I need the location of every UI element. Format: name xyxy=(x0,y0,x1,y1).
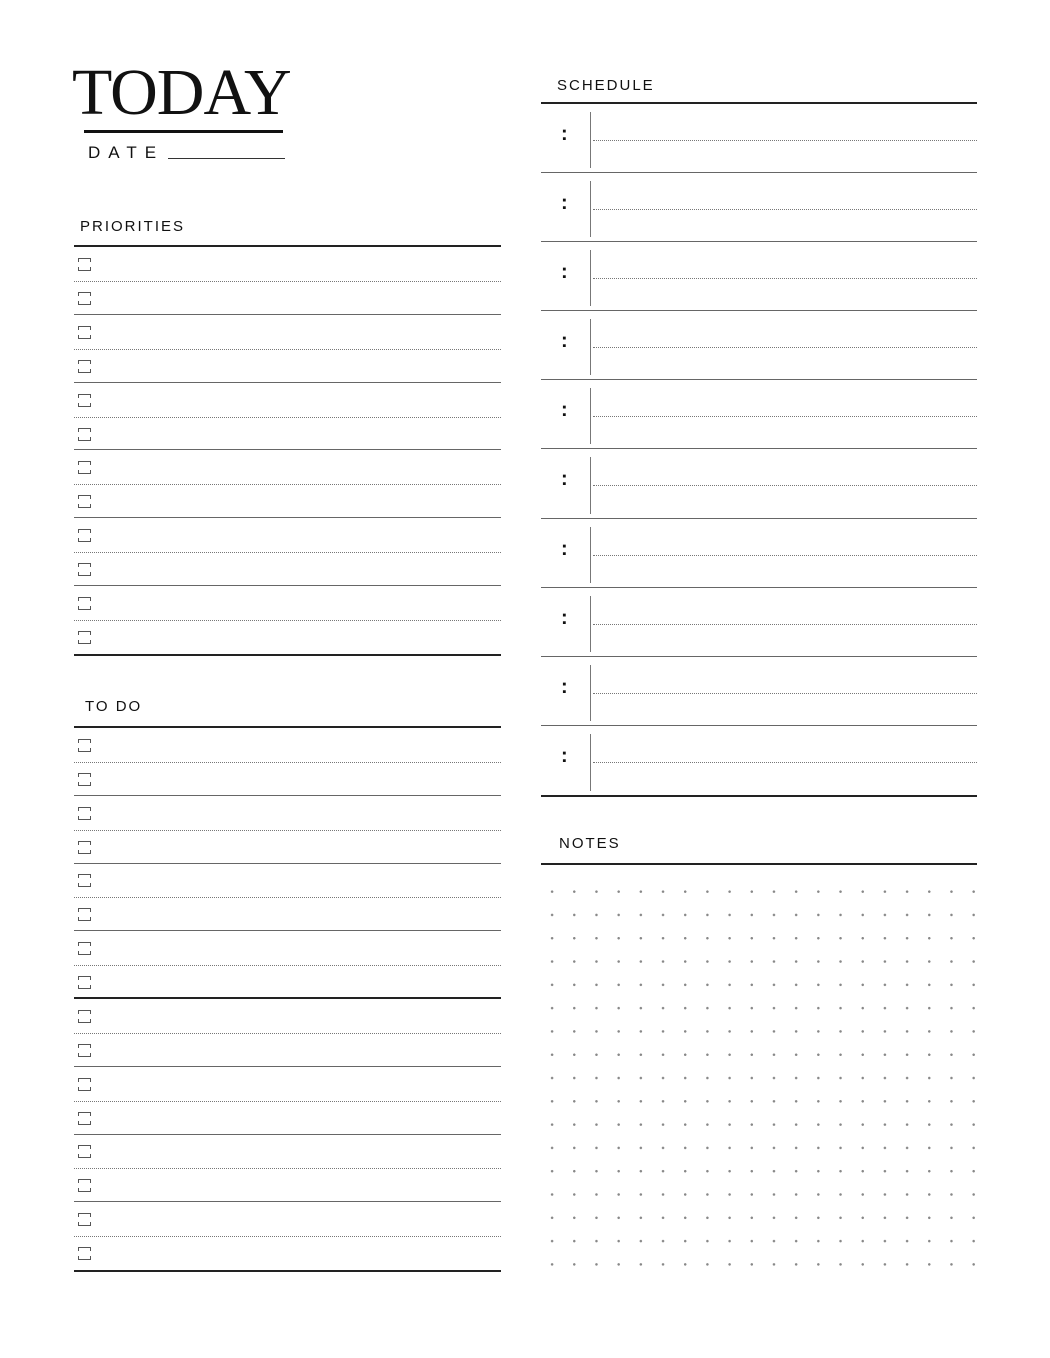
list-item-group xyxy=(74,247,501,315)
checkbox-icon[interactable] xyxy=(78,563,91,576)
list-item-group xyxy=(74,1135,501,1203)
time-separator[interactable]: : xyxy=(561,675,568,698)
schedule-row xyxy=(541,104,977,173)
time-divider xyxy=(590,665,591,721)
checkbox-icon[interactable] xyxy=(78,631,91,644)
schedule-list xyxy=(541,102,977,797)
list-item-group xyxy=(74,383,501,451)
priorities-list xyxy=(74,245,501,656)
time-divider xyxy=(590,596,591,652)
checkbox-icon[interactable] xyxy=(78,360,91,373)
schedule-writing-line[interactable] xyxy=(593,140,977,141)
time-separator[interactable]: : xyxy=(561,123,568,145)
list-item-group xyxy=(74,450,501,518)
time-divider xyxy=(590,250,591,306)
list-item-group xyxy=(74,1067,501,1135)
time-separator[interactable]: : xyxy=(561,744,568,767)
schedule-writing-line[interactable] xyxy=(593,762,977,763)
time-separator[interactable]: : xyxy=(561,606,568,629)
checkbox-icon[interactable] xyxy=(78,841,91,854)
time-divider xyxy=(590,388,591,444)
schedule-writing-line[interactable] xyxy=(593,347,977,348)
writing-line[interactable] xyxy=(74,1101,501,1102)
time-divider xyxy=(590,527,591,583)
writing-line[interactable] xyxy=(74,417,501,418)
time-divider xyxy=(590,181,591,237)
time-separator[interactable]: : xyxy=(561,468,568,491)
schedule-row xyxy=(541,173,977,242)
checkbox-icon[interactable] xyxy=(78,942,91,955)
notes-heading: NOTES xyxy=(559,835,621,852)
schedule-row xyxy=(541,588,977,657)
time-separator[interactable]: : xyxy=(561,261,568,284)
time-divider xyxy=(590,319,591,375)
writing-line[interactable] xyxy=(74,484,501,485)
checkbox-icon[interactable] xyxy=(78,908,91,921)
time-separator[interactable]: : xyxy=(561,192,568,215)
writing-line[interactable] xyxy=(74,1033,501,1034)
todo-heading: TO DO xyxy=(85,698,143,715)
schedule-writing-line[interactable] xyxy=(593,278,977,279)
checkbox-icon[interactable] xyxy=(78,597,91,610)
schedule-writing-line[interactable] xyxy=(593,693,977,694)
date-field[interactable] xyxy=(168,158,285,159)
notes-dot-grid[interactable] xyxy=(541,880,981,1274)
schedule-heading: SCHEDULE xyxy=(557,77,655,94)
schedule-writing-line[interactable] xyxy=(593,416,977,417)
checkbox-icon[interactable] xyxy=(78,1078,91,1091)
priorities-heading: PRIORITIES xyxy=(80,218,186,235)
checkbox-icon[interactable] xyxy=(78,874,91,887)
checkbox-icon[interactable] xyxy=(78,495,91,508)
schedule-row xyxy=(541,657,977,726)
checkbox-icon[interactable] xyxy=(78,1010,91,1023)
schedule-row xyxy=(541,380,977,449)
schedule-writing-line[interactable] xyxy=(593,209,977,210)
list-item-group xyxy=(74,1202,501,1270)
time-separator[interactable]: : xyxy=(561,399,568,422)
time-divider xyxy=(590,112,591,168)
checkbox-icon[interactable] xyxy=(78,1247,91,1260)
writing-line[interactable] xyxy=(74,552,501,553)
writing-line[interactable] xyxy=(74,281,501,282)
schedule-row xyxy=(541,242,977,311)
writing-line[interactable] xyxy=(74,349,501,350)
time-separator[interactable]: : xyxy=(561,330,568,353)
time-separator[interactable]: : xyxy=(561,537,568,560)
checkbox-icon[interactable] xyxy=(78,1213,91,1226)
time-divider xyxy=(590,457,591,513)
checkbox-icon[interactable] xyxy=(78,394,91,407)
schedule-writing-line[interactable] xyxy=(593,485,977,486)
schedule-row xyxy=(541,449,977,518)
list-item-group xyxy=(74,864,501,932)
checkbox-icon[interactable] xyxy=(78,461,91,474)
checkbox-icon[interactable] xyxy=(78,529,91,542)
schedule-writing-line[interactable] xyxy=(593,555,977,556)
list-item-group xyxy=(74,518,501,586)
checkbox-icon[interactable] xyxy=(78,773,91,786)
time-divider xyxy=(590,734,591,791)
writing-line[interactable] xyxy=(74,1236,501,1237)
list-item-group xyxy=(74,796,501,864)
date-label: DATE xyxy=(88,143,165,162)
writing-line[interactable] xyxy=(74,897,501,898)
writing-line[interactable] xyxy=(74,762,501,763)
list-item-group xyxy=(74,999,501,1067)
checkbox-icon[interactable] xyxy=(78,292,91,305)
checkbox-icon[interactable] xyxy=(78,1112,91,1125)
writing-line[interactable] xyxy=(74,620,501,621)
writing-line[interactable] xyxy=(74,830,501,831)
schedule-writing-line[interactable] xyxy=(593,624,977,625)
title-underline xyxy=(84,130,283,133)
checkbox-icon[interactable] xyxy=(78,976,91,989)
notes-rule xyxy=(541,863,977,865)
checkbox-icon[interactable] xyxy=(78,258,91,271)
checkbox-icon[interactable] xyxy=(78,428,91,441)
checkbox-icon[interactable] xyxy=(78,1044,91,1057)
checkbox-icon[interactable] xyxy=(78,739,91,752)
checkbox-icon[interactable] xyxy=(78,1179,91,1192)
schedule-row xyxy=(541,311,977,380)
schedule-row xyxy=(541,519,977,588)
list-item-group xyxy=(74,586,501,654)
writing-line[interactable] xyxy=(74,1168,501,1169)
list-item-group xyxy=(74,315,501,383)
list-item-group xyxy=(74,728,501,796)
todo-list xyxy=(74,726,501,1272)
checkbox-icon[interactable] xyxy=(78,326,91,339)
schedule-row xyxy=(541,726,977,795)
checkbox-icon[interactable] xyxy=(78,1145,91,1158)
list-item-group xyxy=(74,931,501,999)
checkbox-icon[interactable] xyxy=(78,807,91,820)
writing-line[interactable] xyxy=(74,965,501,966)
page-title: TODAY xyxy=(72,56,291,129)
